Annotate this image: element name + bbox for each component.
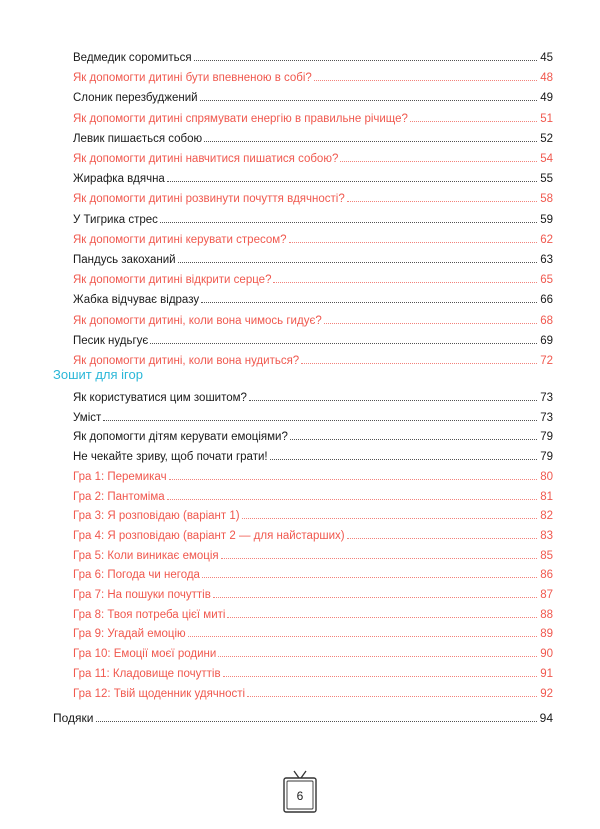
toc-entry-title: Як допомогти дитині навчитися пишатися собою?	[73, 153, 339, 165]
toc-entry-title: Гра 10: Емоції моєї родини	[73, 648, 217, 661]
toc-entry-page: 92	[540, 687, 553, 700]
toc-entry	[73, 151, 553, 166]
toc-entry-title: Жабка відчуває відразу	[73, 294, 200, 307]
dot-leader	[169, 469, 537, 480]
toc-entry	[73, 410, 553, 425]
dot-leader	[202, 567, 537, 578]
toc-entry-title: Гра 9: Угадай емоцію	[73, 628, 186, 641]
toc-entry-page: 66	[540, 294, 553, 307]
dot-leader	[340, 151, 537, 162]
toc-entry-title: Як допомогти дитині, коли вона нудиться?	[73, 355, 300, 367]
toc-entry	[73, 607, 553, 622]
toc-entry-title: У Тигрика стрес	[73, 213, 158, 226]
dot-leader	[178, 252, 537, 263]
toc-entry	[73, 449, 553, 464]
toc-entry-page: 59	[540, 213, 553, 226]
toc-entry	[73, 686, 553, 701]
toc-entry-title: Не чекайте зриву, щоб почати грати!	[73, 451, 268, 464]
toc-entry-title: Левик пишається собою	[73, 132, 203, 145]
dot-leader	[249, 390, 537, 401]
toc-entry	[73, 548, 553, 563]
toc-entry-page: 65	[540, 274, 553, 287]
dot-leader	[167, 171, 537, 182]
page-number: 6	[296, 789, 304, 803]
toc-entry-page: 79	[540, 451, 553, 464]
dot-leader	[194, 50, 537, 61]
toc-entry-page: 79	[540, 431, 553, 444]
toc-entry-page: 48	[540, 72, 553, 85]
toc-entry-page: 72	[540, 355, 553, 367]
dot-leader	[160, 212, 537, 223]
toc-entry	[73, 313, 553, 328]
dot-leader	[201, 292, 537, 303]
toc-entry-title: Як допомогти дитині керувати стресом?	[73, 233, 287, 246]
toc-entry	[73, 171, 553, 186]
dot-leader	[103, 410, 537, 421]
toc-entry	[73, 333, 553, 348]
toc-entry-title: Як допомогти дитині спрямувати енергію в правильне річище?	[73, 112, 408, 125]
toc-entry-title: Ведмедик соромиться	[73, 52, 192, 64]
toc-entry	[73, 70, 553, 85]
dot-leader	[273, 272, 537, 283]
toc-entry-page: 85	[540, 549, 553, 562]
toc-entry	[73, 292, 553, 307]
toc-entry-title: Уміст	[73, 411, 102, 424]
dot-leader	[410, 111, 537, 122]
toc-entry-page: 80	[540, 470, 553, 483]
toc-entry-page: 51	[540, 112, 553, 125]
toc-entry	[73, 528, 553, 543]
toc-entry	[73, 131, 553, 146]
toc-entry	[73, 489, 553, 504]
toc-entry-title: Як допомогти дитині відкрити серце?	[73, 274, 272, 287]
toc-entry-title: Гра 6: Погода чи негода	[73, 569, 200, 582]
toc-entry-title: Гра 5: Коли виникає емоція	[73, 549, 219, 562]
toc-entry-page: 63	[540, 254, 553, 266]
toc-entry-page: 91	[540, 667, 553, 680]
toc-entry-page: 86	[540, 569, 553, 582]
dot-leader	[347, 528, 537, 539]
toc-entry	[73, 50, 553, 65]
toc-entry	[73, 191, 553, 206]
dot-leader	[290, 429, 537, 440]
toc-entry	[73, 353, 553, 368]
toc-entry-title: Як допомогти дитині розвинути почуття вдячності?	[73, 193, 345, 206]
dot-leader	[242, 508, 537, 519]
toc-entry	[73, 252, 553, 267]
dot-leader	[150, 333, 537, 344]
toc-entry-title: Подяки	[53, 711, 94, 725]
toc-entry	[73, 429, 553, 444]
toc-entry	[73, 666, 553, 681]
toc-entry-title: Гра 12: Твій щоденник удячності	[73, 687, 246, 700]
toc-entry-page: 90	[540, 648, 553, 661]
toc-entry-page: 69	[540, 334, 553, 347]
section-heading: Зошит для ігор	[53, 367, 143, 382]
badge-antenna-left-icon	[294, 771, 299, 778]
toc-entry-page: 73	[540, 411, 553, 424]
toc-entry-page: 94	[539, 711, 553, 725]
toc-entry-page: 83	[540, 529, 553, 542]
dot-leader	[347, 191, 537, 202]
dot-leader	[204, 131, 537, 142]
dot-leader	[96, 711, 538, 722]
toc-entry-page: 52	[540, 132, 553, 145]
toc-entry-page: 73	[540, 392, 553, 404]
toc-entry	[53, 711, 553, 725]
toc-entry-page: 68	[540, 314, 553, 327]
toc-entry-title: Як допомогти дитині бути впевненою в собі?	[73, 72, 312, 85]
dot-leader	[289, 232, 537, 243]
toc-entry-page: 49	[540, 92, 553, 105]
toc-entry-page: 54	[540, 153, 553, 165]
toc-entry-title: Гра 8: Твоя потреба цієї миті	[73, 608, 226, 621]
dot-leader	[227, 607, 537, 618]
toc-entry-page: 55	[540, 173, 553, 186]
dot-leader	[301, 353, 537, 364]
toc-entry-title: Гра 11: Кладовище почуттів	[73, 667, 221, 680]
dot-leader	[270, 449, 537, 460]
toc-entry-title: Слоник перезбуджений	[73, 92, 198, 105]
toc-entry-title: Гра 3: Я розповідаю (варіант 1)	[73, 510, 240, 523]
toc-entry-title: Гра 1: Перемикач	[73, 470, 167, 483]
dot-leader	[314, 70, 537, 81]
dot-leader	[247, 686, 537, 697]
toc-entry-title: Як користуватися цим зошитом?	[73, 392, 247, 404]
toc-entry-title: Песик нудьгує	[73, 334, 149, 347]
toc-entry-title: Гра 4: Я розповідаю (варіант 2 — для найстарших)	[73, 529, 345, 542]
toc-entry-title: Гра 7: На пошуки почуттів	[73, 589, 211, 601]
toc-entry	[73, 90, 553, 105]
toc-entry	[73, 469, 553, 484]
toc-entry-title: Гра 2: Пантоміма	[73, 490, 165, 503]
dot-leader	[324, 313, 537, 324]
toc-entry	[73, 567, 553, 582]
dot-leader	[213, 587, 537, 598]
toc-entry-page: 87	[540, 589, 553, 601]
toc-entry-title: Пандусь закоханий	[73, 254, 176, 266]
toc-entry	[73, 587, 553, 602]
dot-leader	[200, 90, 537, 101]
badge-antenna-right-icon	[301, 771, 306, 778]
toc-entry-title: Як допомогти дитині, коли вона чимось гидує?	[73, 314, 322, 327]
dot-leader	[167, 489, 537, 500]
toc-entry	[73, 212, 553, 227]
toc-entry	[73, 111, 553, 126]
dot-leader	[221, 548, 537, 559]
toc-entry-page: 58	[540, 193, 553, 206]
toc-entry	[73, 390, 553, 405]
toc-entry-page: 81	[540, 490, 553, 503]
toc-entry-title: Як допомогти дітям керувати емоціями?	[73, 431, 288, 444]
toc-entry	[73, 272, 553, 287]
dot-leader	[218, 646, 537, 657]
toc-entry-page: 82	[540, 510, 553, 523]
page-number-badge	[281, 769, 319, 815]
toc-entry-page: 62	[540, 233, 553, 246]
toc-entry	[73, 646, 553, 661]
dot-leader	[188, 626, 537, 637]
toc-entry	[73, 626, 553, 641]
toc-entry-title: Жирафка вдячна	[73, 173, 165, 186]
toc-entry-page: 88	[540, 608, 553, 621]
toc-entry-page: 89	[540, 628, 553, 641]
toc-entry	[73, 232, 553, 247]
toc-entry	[73, 508, 553, 523]
dot-leader	[223, 666, 537, 677]
toc-entry-page: 45	[540, 52, 553, 64]
